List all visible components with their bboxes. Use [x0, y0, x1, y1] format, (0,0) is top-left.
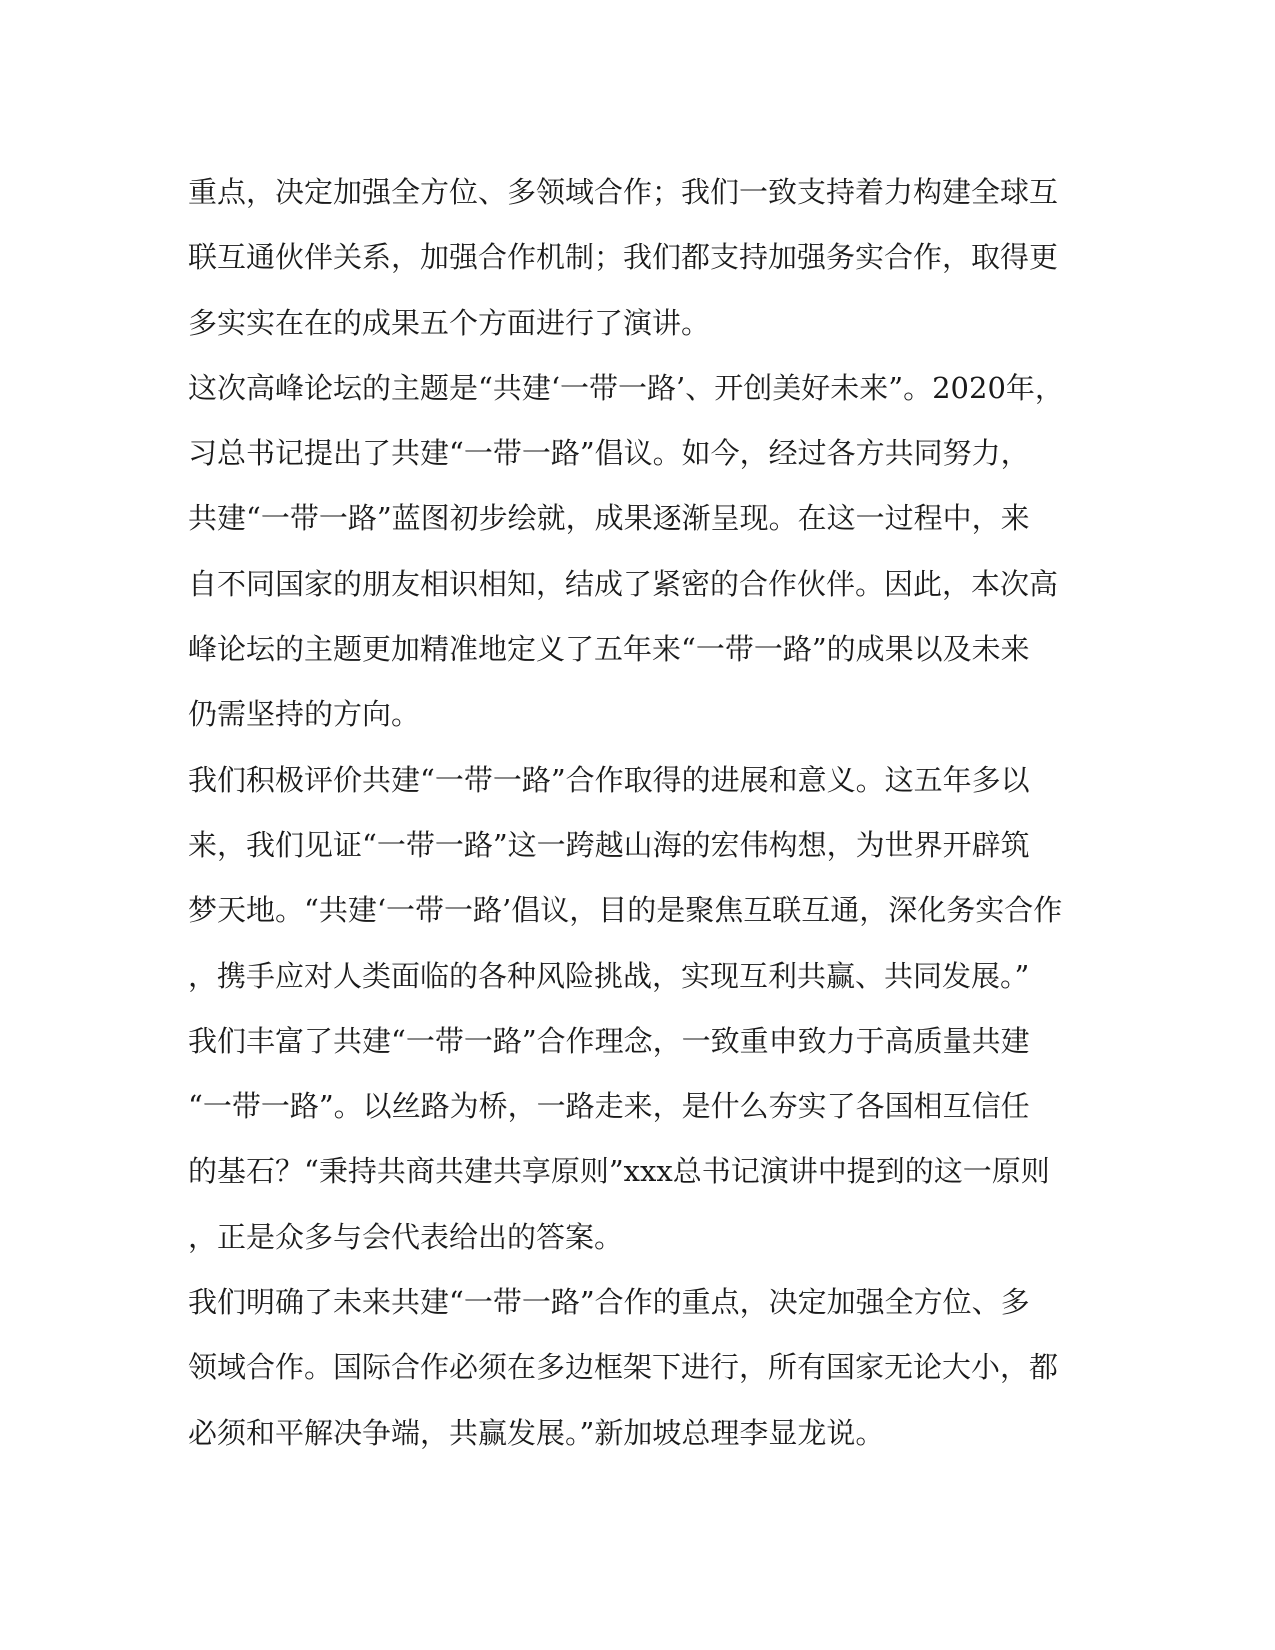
- text-line: 峰论坛的主题更加精准地定义了五年来“一带一路”的成果以及未来: [188, 632, 1030, 667]
- text-line: 重点，决定加强全方位、多领域合作；我们一致支持着力构建全球互: [188, 175, 1059, 209]
- text-line: 梦天地。“共建‘一带一路’倡议，目的是聚焦互联互通，深化务实合作: [188, 893, 1063, 928]
- text-line: 多实实在在的成果五个方面进行了演讲。: [188, 305, 711, 340]
- text-line: ，正是众多与会代表给出的答案。: [188, 1219, 624, 1254]
- text-line: 联互通伙伴关系，加强合作机制；我们都支持加强务实合作，取得更: [188, 240, 1059, 275]
- text-line: 我们明确了未来共建“一带一路”合作的重点，决定加强全方位、多: [188, 1285, 1030, 1320]
- text-line: 必须和平解决争端，共赢发展。”新加坡总理李显龙说。: [188, 1415, 885, 1450]
- text-line: 来，我们见证“一带一路”这一跨越山海的宏伟构想，为世界开辟筑: [188, 827, 1030, 862]
- text-line: 的基石？“秉持共商共建共享原则”xxx总书记演讲中提到的这一原则: [188, 1154, 1050, 1189]
- text-line: “一带一路”。以丝路为桥，一路走来，是什么夯实了各国相互信任: [188, 1089, 1030, 1124]
- text-line: 共建“一带一路”蓝图初步绘就，成果逐渐呈现。在这一过程中，来: [188, 501, 1030, 536]
- text-line: 仍需坚持的方向。: [188, 697, 421, 732]
- text-line: 领域合作。国际合作必须在多边框架下进行，所有国家无论大小，都: [188, 1350, 1059, 1385]
- text-line: 习总书记提出了共建“一带一路”倡议。如今，经过各方共同努力，: [188, 436, 1030, 471]
- text-line: 自不同国家的朋友相识相知，结成了紧密的合作伙伴。因此，本次高: [188, 566, 1059, 601]
- text-line: 这次高峰论坛的主题是“共建‘一带一路’、开创美好未来”。2020年，: [188, 370, 1064, 405]
- body-text: [188, 160, 1088, 1466]
- text-line: 我们丰富了共建“一带一路”合作理念，一致重申致力于高质量共建: [188, 1023, 1030, 1058]
- text-line: ，携手应对人类面临的各种风险挑战，实现互利共赢、共同发展。”: [188, 958, 1030, 993]
- text-line: 我们积极评价共建“一带一路”合作取得的进展和意义。这五年多以: [188, 762, 1030, 797]
